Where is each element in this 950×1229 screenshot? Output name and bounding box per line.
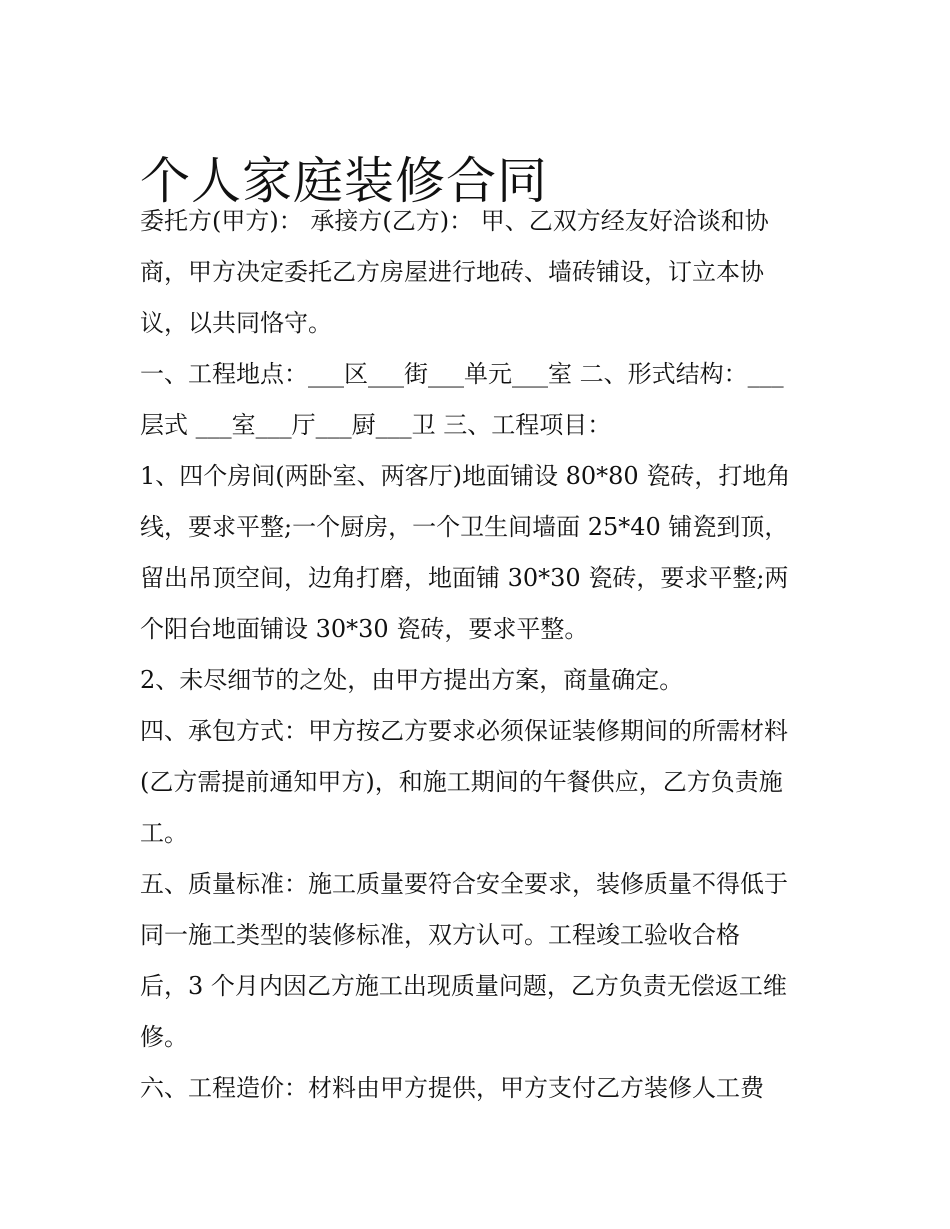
text-line-18: 六、工程造价：材料由甲方提供，甲方支付乙方装修人工费 xyxy=(140,1074,764,1102)
text-line-1: 委托方(甲方)： 承接方(乙方)： 甲、乙双方经友好洽谈和协 xyxy=(140,207,769,235)
text-line-11: 四、承包方式：甲方按乙方要求必须保证装修期间的所需材料 xyxy=(140,717,788,745)
text-line-13: 工。 xyxy=(140,819,188,847)
text-line-8: 留出吊顶空间，边角打磨，地面铺 30*30 瓷砖，要求平整;两 xyxy=(140,564,789,592)
text-line-12: (乙方需提前通知甲方)，和施工期间的午餐供应，乙方负责施 xyxy=(140,768,783,796)
text-line-10: 2、未尽细节的之处，由甲方提出方案，商量确定。 xyxy=(140,666,684,694)
document-title: 个人家庭装修合同 xyxy=(140,151,548,210)
text-line-15: 同一施工类型的装修标准，双方认可。工程竣工验收合格 xyxy=(140,921,740,949)
text-line-16: 后，3 个月内因乙方施工出现质量问题，乙方负责无偿返工维 xyxy=(140,972,787,1000)
text-line-2: 商，甲方决定委托乙方房屋进行地砖、墙砖铺设，订立本协 xyxy=(140,258,764,286)
text-line-7: 线，要求平整;一个厨房，一个卫生间墙面 25*40 铺瓷到顶， xyxy=(140,513,789,541)
text-line-9: 个阳台地面铺设 30*30 瓷砖，要求平整。 xyxy=(140,615,589,643)
text-line-5: 层式 ___室___厅___厨___卫 三、工程项目： xyxy=(140,411,612,439)
text-line-17: 修。 xyxy=(140,1023,188,1051)
text-line-14: 五、质量标准：施工质量要符合安全要求，装修质量不得低于 xyxy=(140,870,788,898)
text-line-3: 议，以共同恪守。 xyxy=(140,309,332,337)
text-line-6: 1、四个房间(两卧室、两客厅)地面铺设 80*80 瓷砖，打地角 xyxy=(140,462,791,490)
text-line-4: 一、工程地点：___区___街___单元___室 二、形式结构：___ xyxy=(140,360,784,388)
